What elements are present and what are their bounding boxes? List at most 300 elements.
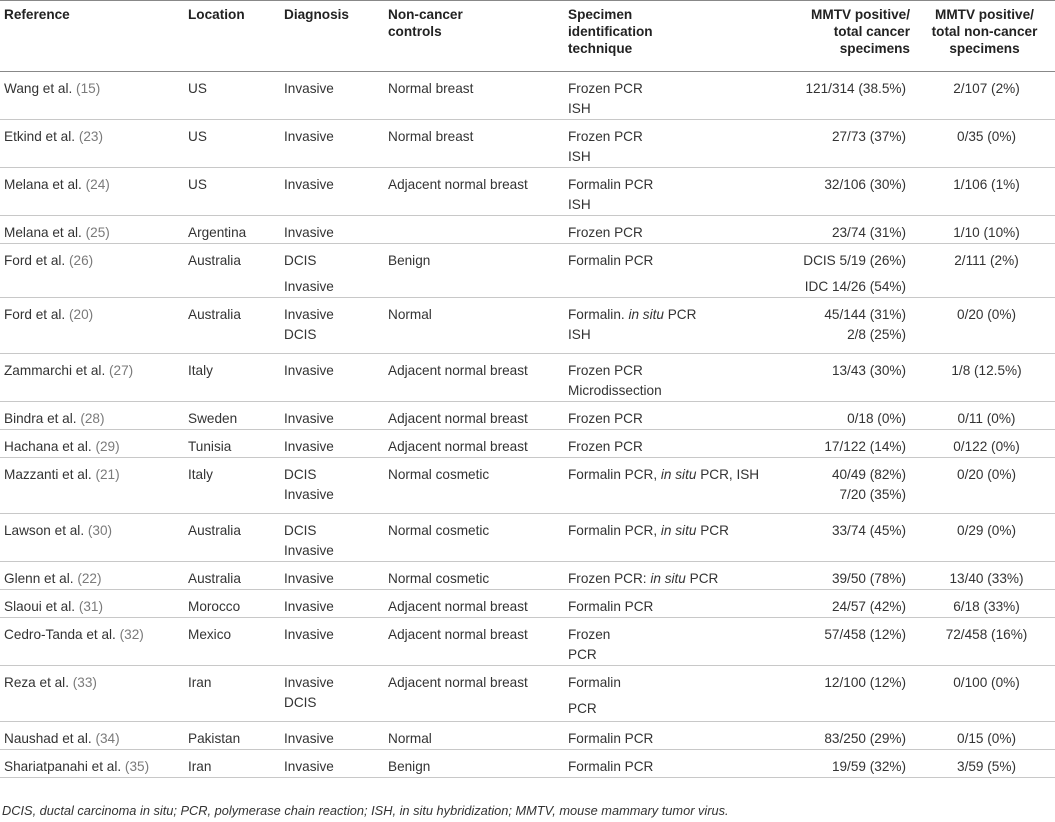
technique-text: ISH bbox=[568, 101, 591, 116]
reference-author: Wang et al. bbox=[4, 81, 73, 96]
cell-technique bbox=[564, 590, 774, 618]
diagnosis-line: Invasive bbox=[284, 279, 334, 294]
cell-diagnosis bbox=[280, 666, 384, 722]
cell-technique bbox=[564, 750, 774, 778]
cell-reference bbox=[0, 590, 184, 618]
technique-line bbox=[568, 195, 768, 215]
cell-mmtv-cancer bbox=[774, 168, 914, 216]
cell-controls bbox=[384, 216, 564, 244]
reference-author: Naushad et al. bbox=[4, 731, 92, 746]
reference-number-link[interactable]: (20) bbox=[68, 307, 94, 322]
cancer-value: 7/20 (35%) bbox=[839, 487, 906, 502]
cell-location bbox=[184, 458, 280, 514]
technique-text: Formalin PCR bbox=[568, 731, 654, 746]
controls-text: Adjacent normal breast bbox=[388, 411, 528, 426]
diagnosis-line: DCIS bbox=[284, 327, 317, 342]
cell-technique bbox=[564, 618, 774, 666]
controls-text: Normal cosmetic bbox=[388, 467, 490, 482]
technique-text: Microdissection bbox=[568, 383, 662, 398]
header-line: total cancer bbox=[833, 24, 910, 39]
cell-location bbox=[184, 72, 280, 120]
reference-author: Etkind et al. bbox=[4, 129, 76, 144]
diagnosis-line: Invasive bbox=[284, 487, 334, 502]
technique-line bbox=[568, 757, 768, 777]
reference-number-link[interactable]: (15) bbox=[76, 81, 101, 96]
reference-number-link[interactable]: (22) bbox=[77, 571, 102, 586]
technique-text: PCR bbox=[685, 571, 719, 586]
header-line: Location bbox=[188, 7, 245, 22]
technique-text: Formalin bbox=[568, 675, 621, 690]
reference-author: Lawson et al. bbox=[4, 523, 85, 538]
cancer-value: 13/43 (30%) bbox=[831, 363, 906, 378]
header-location bbox=[184, 1, 280, 72]
reference-number-link[interactable]: (23) bbox=[78, 129, 103, 144]
cell-technique bbox=[564, 562, 774, 590]
cancer-value: 32/106 (30%) bbox=[824, 177, 906, 192]
cell-mmtv-cancer bbox=[774, 458, 914, 514]
technique-line bbox=[568, 597, 768, 617]
reference-author: Ford et al. bbox=[4, 253, 66, 268]
diagnosis-line: DCIS bbox=[284, 467, 317, 482]
cancer-value: 39/50 (78%) bbox=[831, 571, 906, 586]
table-row bbox=[0, 354, 1055, 402]
cell-location bbox=[184, 750, 280, 778]
header-line: Diagnosis bbox=[284, 7, 349, 22]
cell-mmtv-non-cancer bbox=[914, 562, 1055, 590]
location-text: Australia bbox=[188, 253, 241, 268]
reference-number-link[interactable]: (31) bbox=[78, 599, 104, 614]
controls-text: Normal breast bbox=[388, 81, 474, 96]
cell-diagnosis bbox=[280, 430, 384, 458]
technique-text: Formalin PCR bbox=[568, 177, 654, 192]
cancer-value: 2/8 (25%) bbox=[847, 327, 906, 342]
location-text: Italy bbox=[188, 363, 213, 378]
cancer-value: 121/314 (38.5%) bbox=[805, 81, 906, 96]
table-row bbox=[0, 750, 1055, 778]
non-cancer-value: 1/10 (10%) bbox=[953, 225, 1020, 240]
cell-mmtv-non-cancer bbox=[914, 216, 1055, 244]
cell-location bbox=[184, 244, 280, 298]
cell-technique bbox=[564, 298, 774, 354]
cell-location bbox=[184, 430, 280, 458]
location-text: Morocco bbox=[188, 599, 241, 614]
header-line: identification bbox=[568, 24, 653, 39]
technique-line bbox=[568, 175, 768, 195]
location-text: Australia bbox=[188, 307, 241, 322]
header-line: Specimen bbox=[568, 7, 633, 22]
technique-italic: in situ bbox=[660, 467, 697, 482]
cell-mmtv-cancer bbox=[774, 666, 914, 722]
table-row bbox=[0, 562, 1055, 590]
table-header-row bbox=[0, 1, 1055, 72]
cell-technique bbox=[564, 722, 774, 750]
non-cancer-value: 1/8 (12.5%) bbox=[951, 363, 1022, 378]
table-row bbox=[0, 298, 1055, 354]
technique-text: Formalin PCR bbox=[568, 759, 654, 774]
technique-text: Frozen PCR bbox=[568, 129, 643, 144]
cell-controls bbox=[384, 666, 564, 722]
technique-line bbox=[568, 465, 768, 485]
cancer-value: 45/144 (31%) bbox=[824, 307, 906, 322]
technique-text: Formalin PCR, bbox=[568, 523, 661, 538]
non-cancer-value: 1/106 (1%) bbox=[953, 177, 1020, 192]
cell-mmtv-cancer bbox=[774, 120, 914, 168]
cell-diagnosis bbox=[280, 72, 384, 120]
cell-location bbox=[184, 590, 280, 618]
technique-text: Frozen bbox=[568, 627, 611, 642]
controls-text: Adjacent normal breast bbox=[388, 599, 528, 614]
cell-mmtv-cancer bbox=[774, 514, 914, 562]
cell-reference bbox=[0, 618, 184, 666]
controls-text: Adjacent normal breast bbox=[388, 177, 528, 192]
table-row bbox=[0, 458, 1055, 514]
technique-text: ISH bbox=[568, 327, 591, 342]
technique-line bbox=[568, 251, 768, 271]
cell-diagnosis bbox=[280, 402, 384, 430]
diagnosis-line: Invasive bbox=[284, 225, 334, 240]
cell-controls bbox=[384, 750, 564, 778]
cell-controls bbox=[384, 354, 564, 402]
non-cancer-value: 0/100 (0%) bbox=[953, 675, 1020, 690]
reference-number-link[interactable]: (35) bbox=[124, 759, 150, 774]
cell-mmtv-non-cancer bbox=[914, 402, 1055, 430]
cell-mmtv-non-cancer bbox=[914, 244, 1055, 298]
technique-text: Formalin PCR bbox=[568, 599, 654, 614]
cell-reference bbox=[0, 430, 184, 458]
technique-line bbox=[568, 409, 768, 429]
diagnosis-line: Invasive bbox=[284, 599, 334, 614]
cell-reference bbox=[0, 666, 184, 722]
header-specimen-technique bbox=[564, 1, 774, 72]
non-cancer-value: 6/18 (33%) bbox=[953, 599, 1020, 614]
non-cancer-value: 0/20 (0%) bbox=[957, 467, 1016, 482]
technique-italic: in situ bbox=[628, 307, 664, 322]
non-cancer-value: 0/122 (0%) bbox=[953, 439, 1020, 454]
technique-line bbox=[568, 99, 768, 119]
cell-reference bbox=[0, 120, 184, 168]
diagnosis-line: Invasive bbox=[284, 307, 334, 322]
cell-mmtv-non-cancer bbox=[914, 514, 1055, 562]
table-body bbox=[0, 72, 1055, 778]
cell-controls bbox=[384, 298, 564, 354]
cancer-value: 27/73 (37%) bbox=[831, 129, 906, 144]
technique-italic: in situ bbox=[650, 571, 686, 586]
cell-mmtv-non-cancer bbox=[914, 298, 1055, 354]
location-text: US bbox=[188, 129, 207, 144]
cell-mmtv-cancer bbox=[774, 244, 914, 298]
cell-controls bbox=[384, 430, 564, 458]
header-mmtv-non-cancer bbox=[914, 1, 1055, 72]
reference-number-link[interactable]: (28) bbox=[80, 411, 105, 426]
technique-line bbox=[568, 223, 768, 243]
cell-diagnosis bbox=[280, 514, 384, 562]
cell-technique bbox=[564, 458, 774, 514]
technique-text: ISH bbox=[568, 197, 591, 212]
header-line: Reference bbox=[4, 7, 70, 22]
cell-location bbox=[184, 354, 280, 402]
technique-text: PCR, ISH bbox=[696, 467, 760, 482]
cell-diagnosis bbox=[280, 120, 384, 168]
reference-author: Mazzanti et al. bbox=[4, 467, 92, 482]
header-mmtv-cancer bbox=[774, 1, 914, 72]
cancer-value: 24/57 (42%) bbox=[831, 599, 906, 614]
location-text: Mexico bbox=[188, 627, 232, 642]
technique-text: Frozen PCR bbox=[568, 81, 643, 96]
cell-reference bbox=[0, 216, 184, 244]
technique-text: Frozen PCR bbox=[568, 363, 643, 378]
table-row bbox=[0, 618, 1055, 666]
diagnosis-line: Invasive bbox=[284, 411, 334, 426]
cell-reference bbox=[0, 354, 184, 402]
reference-author: Slaoui et al. bbox=[4, 599, 76, 614]
location-text: US bbox=[188, 177, 207, 192]
cell-location bbox=[184, 120, 280, 168]
technique-text: Formalin PCR bbox=[568, 253, 654, 268]
cell-mmtv-non-cancer bbox=[914, 458, 1055, 514]
location-text: Australia bbox=[188, 571, 241, 586]
reference-number-link[interactable]: (21) bbox=[95, 467, 120, 482]
cancer-value: 40/49 (82%) bbox=[831, 467, 906, 482]
cell-controls bbox=[384, 244, 564, 298]
reference-author: Ford et al. bbox=[4, 307, 66, 322]
diagnosis-line: Invasive bbox=[284, 759, 334, 774]
table-row bbox=[0, 168, 1055, 216]
cell-technique bbox=[564, 402, 774, 430]
cell-technique bbox=[564, 168, 774, 216]
cell-diagnosis bbox=[280, 722, 384, 750]
location-text: Sweden bbox=[188, 411, 238, 426]
diagnosis-line: Invasive bbox=[284, 731, 334, 746]
controls-text: Adjacent normal breast bbox=[388, 363, 528, 378]
cell-technique bbox=[564, 354, 774, 402]
cell-diagnosis bbox=[280, 590, 384, 618]
technique-line bbox=[568, 673, 768, 693]
header-reference bbox=[0, 1, 184, 72]
non-cancer-value: 0/29 (0%) bbox=[957, 523, 1016, 538]
cell-location bbox=[184, 298, 280, 354]
cell-controls bbox=[384, 722, 564, 750]
cell-mmtv-non-cancer bbox=[914, 590, 1055, 618]
cell-controls bbox=[384, 168, 564, 216]
technique-line bbox=[568, 699, 768, 719]
cell-reference bbox=[0, 750, 184, 778]
cell-controls bbox=[384, 590, 564, 618]
cell-reference bbox=[0, 298, 184, 354]
non-cancer-value: 2/111 (2%) bbox=[954, 253, 1019, 268]
cell-mmtv-non-cancer bbox=[914, 168, 1055, 216]
controls-text: Benign bbox=[388, 253, 431, 268]
technique-line bbox=[568, 147, 768, 167]
cell-location bbox=[184, 618, 280, 666]
non-cancer-value: 0/35 (0%) bbox=[957, 129, 1016, 144]
reference-number-link[interactable]: (33) bbox=[72, 675, 97, 690]
cell-technique bbox=[564, 120, 774, 168]
header-line: specimens bbox=[839, 41, 910, 56]
reference-number-link[interactable]: (30) bbox=[87, 523, 113, 538]
diagnosis-line: Invasive bbox=[284, 675, 334, 690]
cell-mmtv-non-cancer bbox=[914, 430, 1055, 458]
cell-mmtv-non-cancer bbox=[914, 72, 1055, 120]
cell-mmtv-non-cancer bbox=[914, 354, 1055, 402]
cell-diagnosis bbox=[280, 298, 384, 354]
controls-text: Adjacent normal breast bbox=[388, 627, 528, 642]
diagnosis-line: Invasive bbox=[284, 571, 334, 586]
technique-line bbox=[568, 521, 768, 541]
non-cancer-value: 0/11 (0%) bbox=[957, 411, 1016, 426]
cell-diagnosis bbox=[280, 458, 384, 514]
header-line: specimens bbox=[949, 41, 1020, 56]
reference-number-link[interactable]: (27) bbox=[109, 363, 134, 378]
location-text: Pakistan bbox=[188, 731, 241, 746]
cell-mmtv-cancer bbox=[774, 618, 914, 666]
table-row bbox=[0, 514, 1055, 562]
non-cancer-value: 2/107 (2%) bbox=[953, 81, 1020, 96]
reference-author: Reza et al. bbox=[4, 675, 69, 690]
table-row bbox=[0, 666, 1055, 722]
location-text: Argentina bbox=[188, 225, 247, 240]
reference-author: Glenn et al. bbox=[4, 571, 74, 586]
table-footnote: DCIS, ductal carcinoma in situ; PCR, polymerase chain reaction; ISH, in situ hybridization; MMTV, mouse mammary tumor virus. bbox=[2, 803, 729, 818]
reference-number-link[interactable]: (34) bbox=[95, 731, 120, 746]
cell-reference bbox=[0, 562, 184, 590]
cancer-value: 12/100 (12%) bbox=[824, 675, 906, 690]
cancer-value: 33/74 (45%) bbox=[831, 523, 906, 538]
technique-text: PCR bbox=[663, 307, 697, 322]
technique-line bbox=[568, 729, 768, 749]
cell-diagnosis bbox=[280, 216, 384, 244]
technique-text: PCR bbox=[568, 701, 597, 716]
technique-line bbox=[568, 437, 768, 457]
reference-number-link[interactable]: (24) bbox=[85, 177, 110, 192]
diagnosis-line: DCIS bbox=[284, 253, 317, 268]
reference-number-link[interactable]: (29) bbox=[95, 439, 120, 454]
cell-mmtv-non-cancer bbox=[914, 750, 1055, 778]
cell-mmtv-non-cancer bbox=[914, 666, 1055, 722]
technique-text: Frozen PCR: bbox=[568, 571, 651, 586]
header-line: Non-cancer bbox=[388, 7, 463, 22]
diagnosis-line: Invasive bbox=[284, 543, 334, 558]
cell-technique bbox=[564, 244, 774, 298]
cell-technique bbox=[564, 216, 774, 244]
cell-technique bbox=[564, 514, 774, 562]
diagnosis-line: DCIS bbox=[284, 523, 317, 538]
cancer-value: 0/18 (0%) bbox=[847, 411, 906, 426]
cell-reference bbox=[0, 722, 184, 750]
cell-technique bbox=[564, 666, 774, 722]
cell-mmtv-cancer bbox=[774, 354, 914, 402]
cell-technique bbox=[564, 430, 774, 458]
reference-author: Shariatpanahi et al. bbox=[4, 759, 122, 774]
cell-reference bbox=[0, 402, 184, 430]
cell-reference bbox=[0, 244, 184, 298]
cell-controls bbox=[384, 402, 564, 430]
reference-author: Cedro-Tanda et al. bbox=[4, 627, 116, 642]
header-line: technique bbox=[568, 41, 633, 56]
cancer-value: 19/59 (32%) bbox=[831, 759, 906, 774]
cell-controls bbox=[384, 120, 564, 168]
location-text: Tunisia bbox=[188, 439, 232, 454]
location-text: Australia bbox=[188, 523, 241, 538]
reference-author: Melana et al. bbox=[4, 225, 82, 240]
cell-mmtv-non-cancer bbox=[914, 120, 1055, 168]
controls-text: Normal cosmetic bbox=[388, 571, 490, 586]
cell-diagnosis bbox=[280, 244, 384, 298]
cell-location bbox=[184, 666, 280, 722]
controls-text: Normal breast bbox=[388, 129, 474, 144]
technique-line bbox=[568, 325, 768, 345]
location-text: US bbox=[188, 81, 207, 96]
table-row bbox=[0, 216, 1055, 244]
header-line: controls bbox=[388, 24, 442, 39]
technique-text: Formalin PCR, bbox=[568, 467, 661, 482]
cell-mmtv-non-cancer bbox=[914, 722, 1055, 750]
cell-diagnosis bbox=[280, 750, 384, 778]
header-line: MMTV positive/ bbox=[935, 7, 1034, 22]
controls-text: Normal cosmetic bbox=[388, 523, 490, 538]
diagnosis-line: DCIS bbox=[284, 695, 317, 710]
cancer-value: DCIS 5/19 (26%) bbox=[803, 253, 906, 268]
cell-mmtv-cancer bbox=[774, 562, 914, 590]
header-non-cancer-controls bbox=[384, 1, 564, 72]
reference-number-link[interactable]: (32) bbox=[119, 627, 144, 642]
cell-controls bbox=[384, 458, 564, 514]
non-cancer-value: 0/20 (0%) bbox=[957, 307, 1016, 322]
cell-diagnosis bbox=[280, 168, 384, 216]
reference-number-link[interactable]: (26) bbox=[68, 253, 94, 268]
technique-text: PCR bbox=[696, 523, 729, 538]
technique-text: ISH bbox=[568, 149, 591, 164]
header-diagnosis bbox=[280, 1, 384, 72]
reference-number-link[interactable]: (25) bbox=[85, 225, 110, 240]
controls-text: Benign bbox=[388, 759, 431, 774]
cell-location bbox=[184, 514, 280, 562]
cell-reference bbox=[0, 458, 184, 514]
non-cancer-value: 0/15 (0%) bbox=[957, 731, 1016, 746]
header-line: MMTV positive/ bbox=[811, 7, 910, 22]
technique-text: Formalin. bbox=[568, 307, 629, 322]
technique-text: PCR bbox=[568, 647, 597, 662]
table-row bbox=[0, 244, 1055, 298]
table-row bbox=[0, 722, 1055, 750]
cancer-value: 57/458 (12%) bbox=[824, 627, 906, 642]
controls-text: Adjacent normal breast bbox=[388, 675, 528, 690]
cell-location bbox=[184, 168, 280, 216]
technique-line bbox=[568, 79, 768, 99]
cell-mmtv-cancer bbox=[774, 722, 914, 750]
controls-text: Adjacent normal breast bbox=[388, 439, 528, 454]
diagnosis-line: Invasive bbox=[284, 627, 334, 642]
cell-controls bbox=[384, 72, 564, 120]
diagnosis-line: Invasive bbox=[284, 129, 334, 144]
technique-line bbox=[568, 381, 768, 401]
reference-author: Bindra et al. bbox=[4, 411, 77, 426]
cancer-value: 83/250 (29%) bbox=[824, 731, 906, 746]
cell-mmtv-cancer bbox=[774, 590, 914, 618]
location-text: Iran bbox=[188, 759, 212, 774]
non-cancer-value: 3/59 (5%) bbox=[957, 759, 1016, 774]
reference-author: Zammarchi et al. bbox=[4, 363, 106, 378]
cell-diagnosis bbox=[280, 562, 384, 590]
cell-controls bbox=[384, 514, 564, 562]
cancer-value: 23/74 (31%) bbox=[831, 225, 906, 240]
table-row bbox=[0, 120, 1055, 168]
technique-line bbox=[568, 361, 768, 381]
cancer-value: 17/122 (14%) bbox=[824, 439, 906, 454]
table-row bbox=[0, 430, 1055, 458]
cell-location bbox=[184, 216, 280, 244]
controls-text: Normal bbox=[388, 307, 432, 322]
cell-mmtv-cancer bbox=[774, 750, 914, 778]
